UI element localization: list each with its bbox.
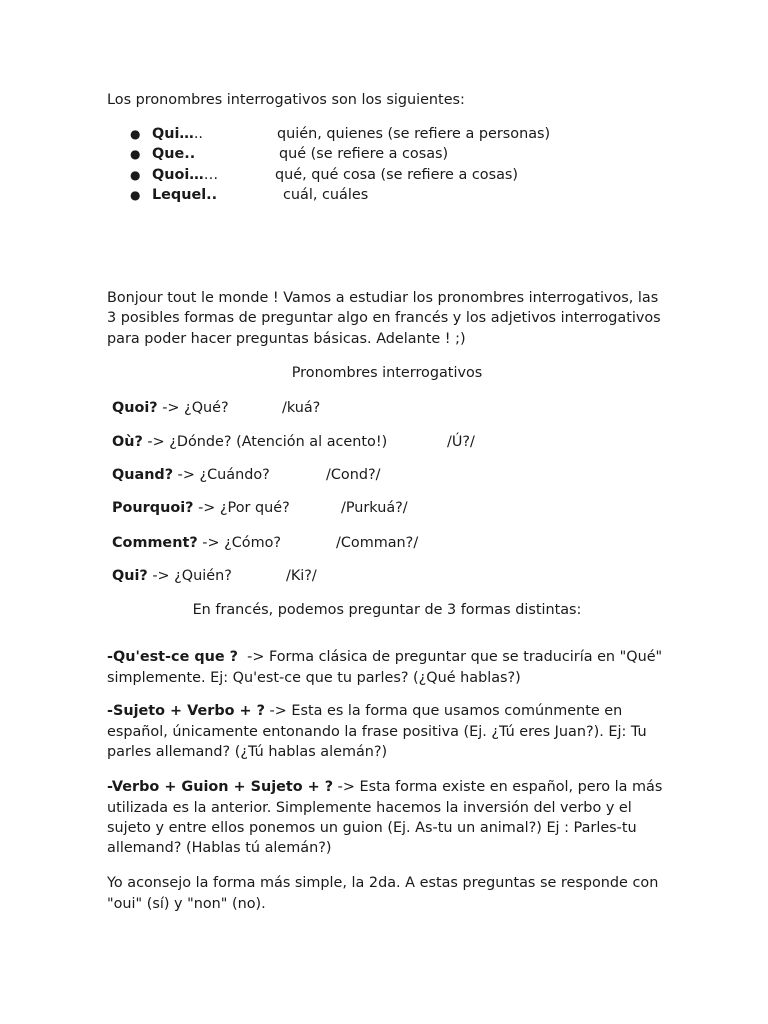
question-word: Quand? (112, 467, 174, 483)
bullet-icon: ● (130, 167, 141, 182)
form-heading: -Verbo + Guion + Sujeto + ? (107, 779, 334, 796)
question-row (112, 566, 317, 586)
list-term: Lequel.. (152, 186, 218, 203)
section-title: Pronombres interrogativos (291, 365, 483, 381)
list-dots: .. (193, 126, 203, 142)
form-heading: -Qu'est-ce que ? (107, 649, 238, 666)
question-translation: -> ¿Dónde? (Atención al acento!) (147, 434, 388, 450)
list-meaning: qué, qué cosa (se refiere a cosas) (275, 166, 519, 183)
list-term: Que.. (152, 146, 196, 163)
list-dots: … (203, 166, 219, 183)
question-word: Qui? (112, 568, 148, 584)
question-pronunciation: /Purkuá?/ (341, 500, 408, 516)
bullet-icon: ● (130, 127, 141, 141)
question-word: Où? (112, 434, 143, 450)
question-word: Comment? (112, 535, 198, 551)
question-pronunciation: /Ki?/ (286, 568, 317, 584)
form-text: -> Esta es la forma que usamos comúnmente en español, únicamente entonando la frase positiva (Ej. ¿Tú eres Juan?). Ej: Tu parles allemand? (¿Tú hablas alemán?) (107, 703, 652, 760)
list-item (107, 185, 667, 205)
question-pronunciation: /kuá? (282, 400, 321, 416)
bullet-icon: ● (130, 147, 141, 162)
question-translation: -> ¿Cuándo? (177, 467, 270, 483)
question-row (112, 498, 408, 518)
question-row (112, 398, 321, 418)
question-word: Quoi? (112, 400, 158, 416)
forms-title: En francés, podemos preguntar de 3 formas distintas: (192, 602, 582, 618)
list-term: Qui… (152, 126, 194, 142)
list-meaning: qué (se refiere a cosas) (279, 146, 449, 163)
question-translation: -> ¿Por qué? (198, 500, 290, 516)
question-translation: -> ¿Qué? (162, 400, 229, 416)
question-row (112, 432, 475, 452)
form-text: -> Esta forma existe en español, pero la más utilizada es la anterior. Simplemente hacemos la inversión del verbo y el sujeto y entre ellos ponemos un guion (Ej. As-tu un animal?) Ej : Parles-tu allemand? (Hablas tú alemán?) (107, 779, 667, 857)
form-text: -> Forma clásica de preguntar que se traduciría en "Qué" simplemente. Ej: Qu'est-ce que tu parles? (¿Qué hablas?) (107, 649, 667, 686)
question-pronunciation: /Ú?/ (447, 434, 475, 450)
closing-paragraph: Yo aconsejo la forma más simple, la 2da. A estas preguntas se responde con "oui" (sí) y "non" (no). (107, 875, 659, 912)
question-pronunciation: /Cond?/ (326, 467, 381, 483)
question-row (112, 533, 419, 553)
form-paragraph (107, 777, 667, 858)
list-meaning: cuál, cuáles (283, 186, 369, 203)
list-item (107, 165, 667, 185)
question-word: Pourquoi? (112, 500, 194, 516)
list-meaning: quién, quienes (se refiere a personas) (277, 126, 551, 142)
document-body (107, 90, 667, 912)
question-pronunciation: /Comman?/ (336, 535, 419, 551)
list-item (107, 144, 667, 164)
list-item (107, 124, 667, 144)
form-paragraph (107, 701, 667, 762)
form-paragraph (107, 647, 667, 688)
intro-text: Los pronombres interrogativos son los siguientes: (107, 92, 465, 108)
question-translation: -> ¿Quién? (152, 568, 232, 584)
question-translation: -> ¿Cómo? (202, 535, 282, 551)
bullet-icon: ● (130, 187, 141, 202)
pronoun-list (107, 124, 667, 205)
list-term: Quoi… (152, 166, 204, 183)
form-heading: -Sujeto + Verbo + ? (107, 703, 265, 720)
bonjour-paragraph: Bonjour tout le monde ! Vamos a estudiar los pronombres interrogativos, las 3 posibles formas de preguntar algo en francés y los adjetivos interrogativos para poder hacer preguntas básicas. Adelante ! ;) (107, 290, 661, 347)
question-row (112, 465, 381, 485)
